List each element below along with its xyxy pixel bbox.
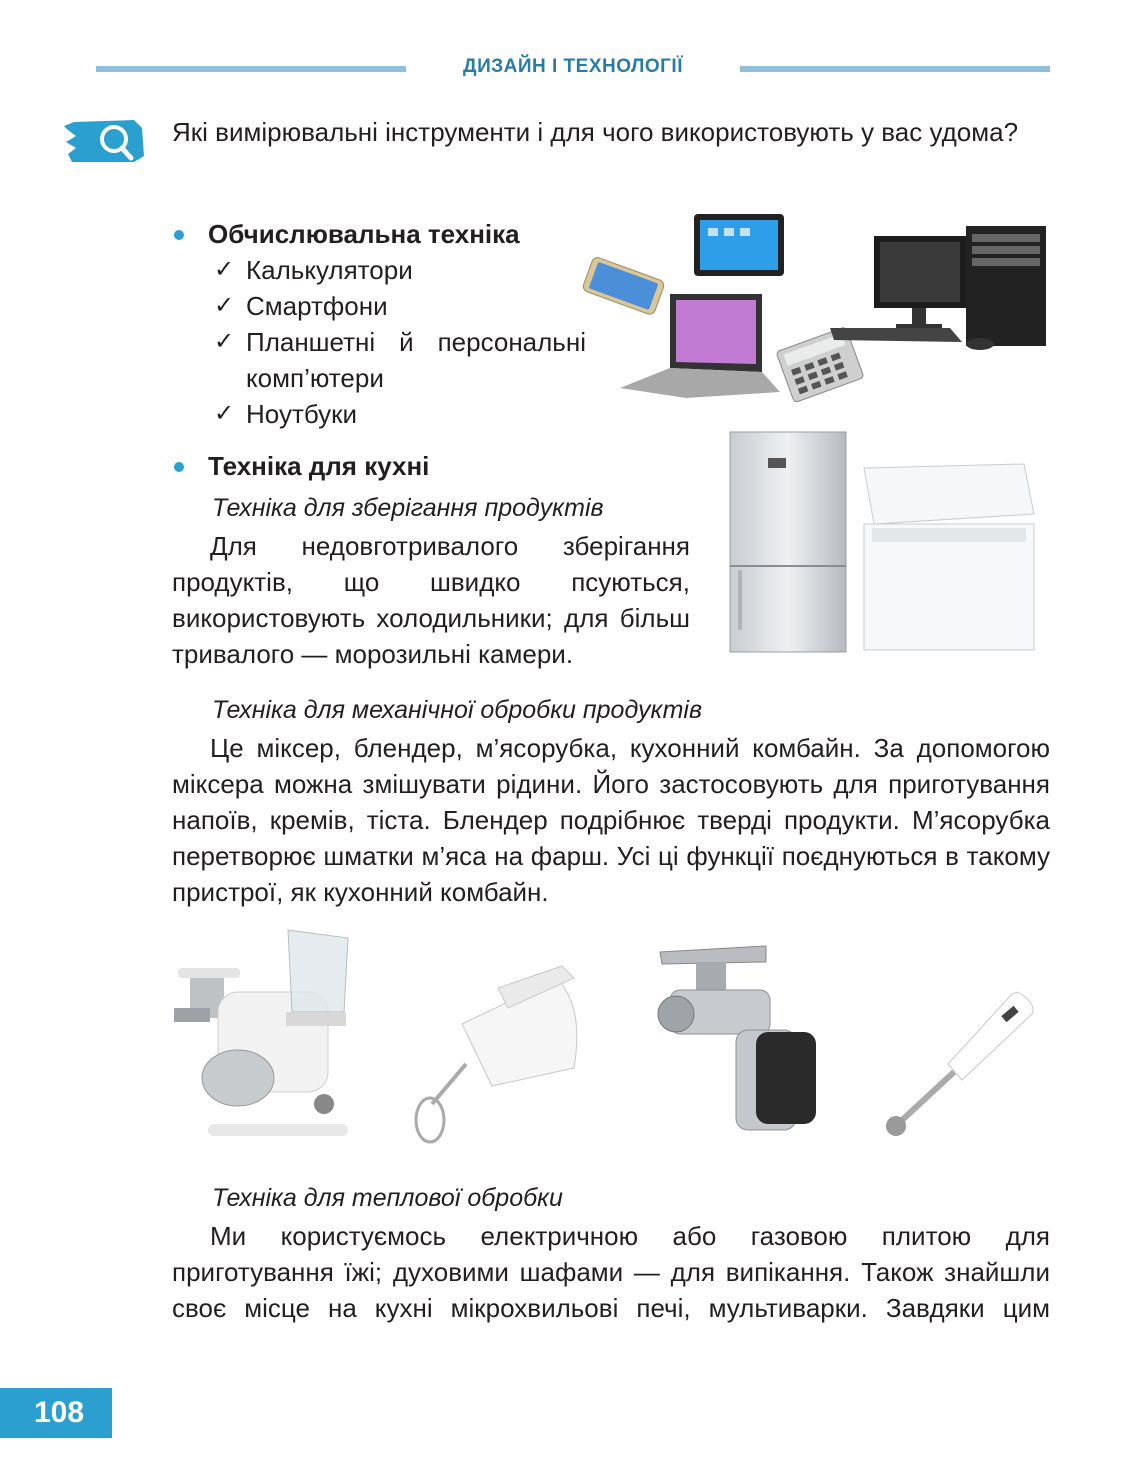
paragraph-storage: Для недовготривалого зберігання продуктів, що швидко псуються, використовують холодильники; для більш тривалого — морозильні камери. <box>172 531 690 669</box>
subheading-thermal: Техніка для теплової обробки <box>212 1184 563 1212</box>
list-item: ✓ Планшетні й персональні комп’ютери <box>212 324 586 396</box>
kitchen-appliances-image <box>168 928 1048 1144</box>
bullet-dot <box>174 462 184 472</box>
checkmark-icon: ✓ <box>214 400 235 427</box>
checkmark-icon: ✓ <box>214 256 235 283</box>
checkmark-icon: ✓ <box>214 292 235 319</box>
running-header: ДИЗАЙН І ТЕХНОЛОГІЇ <box>463 56 683 77</box>
header-rule-left <box>96 66 406 72</box>
subheading-mechanical: Техніка для механічної обробки продуктів <box>212 696 703 724</box>
hand-mixer-icon <box>416 966 577 1142</box>
header-rule-right <box>740 66 1050 72</box>
fridge-freezer-image <box>724 428 1040 658</box>
meat-grinder-icon <box>658 946 816 1130</box>
subheading-storage: Техніка для зберігання продуктів <box>212 494 604 522</box>
page-number: 108 <box>0 1388 112 1438</box>
immersion-blender-icon <box>886 992 1033 1136</box>
paragraph-thermal: Ми користуємось електричною або газовою плитою для приготування їжі; духовими шафами — для випікання. Також знайшли своє місце на кухні мікрохвильові печі, мультиварки. Завдяки цим <box>172 1221 1050 1323</box>
section-heading-computing: Обчислювальна техніка <box>208 219 520 249</box>
question-text: Які вимірювальні інструменти і для чого використовують у вас удома? <box>172 117 1019 147</box>
computing-list <box>212 252 592 432</box>
paragraph-mechanical: Це міксер, блендер, м’ясорубка, кухонний комбайн. За допомогою міксера можна змішувати рідини. Його застосовують для приготування напоїв, кремів, тіста. Блендер подрібнює тверді продукти. М’ясорубка перетворює шматки м’яса на фарш. Усі ці функції поєднуються в такому пристрої, як кухонний комбайн. <box>172 733 1050 907</box>
section-heading-kitchen: Техніка для кухні <box>208 451 430 481</box>
search-icon <box>64 118 144 164</box>
kitchen-machine-icon <box>174 930 348 1136</box>
bullet-dot <box>174 230 184 240</box>
list-item: ✓ Калькулятори <box>212 252 592 288</box>
list-item: ✓ Смартфони <box>212 288 592 324</box>
computing-devices-image <box>590 212 1052 412</box>
checkmark-icon: ✓ <box>214 328 235 355</box>
list-item: ✓ Ноутбуки <box>212 396 592 432</box>
